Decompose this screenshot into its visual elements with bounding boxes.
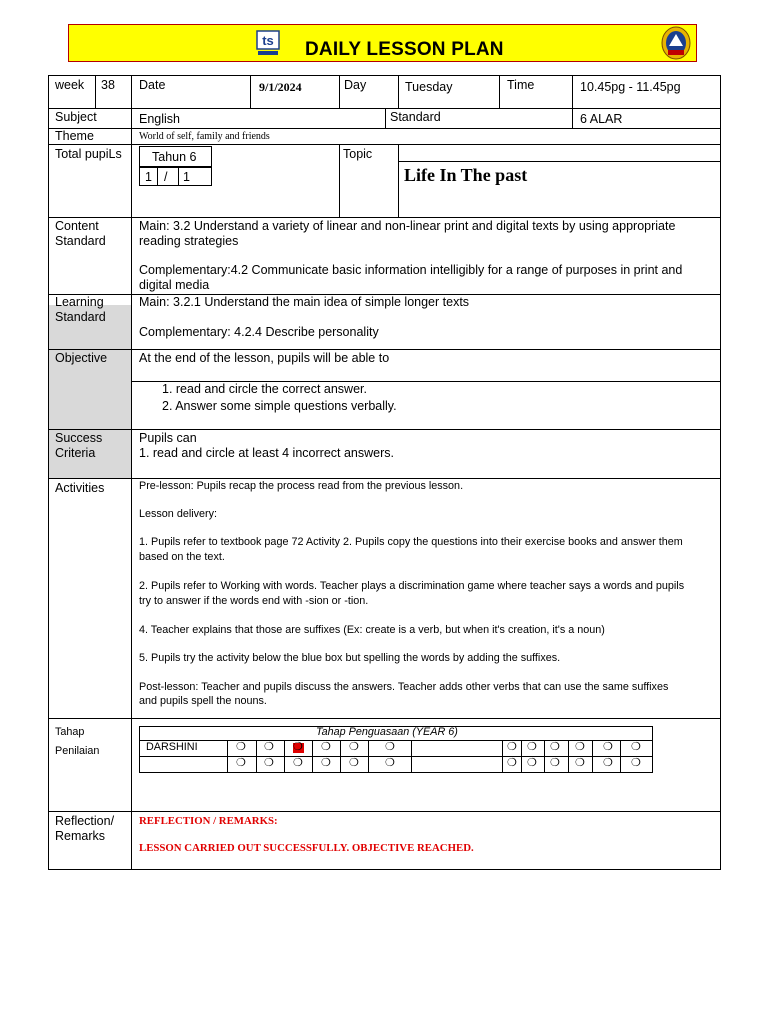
level-circle[interactable]: ❍ (575, 741, 585, 753)
activity-line: try to answer if the words end with -sion or -tion. (139, 595, 369, 607)
assessment-table-title: Tahap Penguasaan (YEAR 6) (316, 726, 458, 738)
level-circle[interactable]: ❍ (603, 757, 613, 769)
level-circle[interactable]: ❍ (507, 757, 517, 769)
level-circle[interactable]: ❍ (321, 741, 331, 753)
learning-comp: Complementary: 4.2.4 Describe personality (139, 325, 379, 339)
content-standard-label: Content (55, 219, 99, 233)
topic-label: Topic (343, 147, 373, 161)
count-slash: / (164, 170, 168, 184)
success-line-2: 1. read and circle at least 4 incorrect answers. (139, 446, 394, 460)
learning-standard-label-2: Standard (55, 310, 106, 324)
content-main-2: reading strategies (139, 234, 239, 248)
standard-value: 6 ALAR (580, 112, 623, 126)
subject-label: Subject (55, 110, 97, 124)
activity-line: 2. Pupils refer to Working with words. Teacher plays a discrimination game where teacher says a words and pupils (139, 580, 685, 592)
level-circle[interactable]: ❍ (507, 741, 517, 753)
objective-item-1: 1. read and circle the correct answer. (162, 382, 367, 396)
content-comp-1: Complementary:4.2 Communicate basic information intelligibly for a range of purposes in print and (139, 263, 683, 277)
week-value: 38 (101, 78, 115, 92)
theme-value: World of self, family and friends (139, 131, 270, 142)
svg-text:ts: ts (262, 33, 274, 48)
success-label: Success (55, 431, 103, 445)
objective-label: Objective (55, 351, 108, 365)
level-circle[interactable]: ❍ (527, 741, 537, 753)
objective-item-2: 2. Answer some simple questions verbally. (162, 399, 397, 413)
level-circle[interactable]: ❍ (385, 741, 395, 753)
level-circle[interactable]: ❍ (236, 741, 246, 753)
level-circle[interactable]: ❍ (349, 757, 359, 769)
time-label: Time (507, 78, 535, 92)
level-circle[interactable]: ❍ (631, 741, 641, 753)
date-value: 9/1/2024 (259, 80, 302, 94)
content-main-1: Main: 3.2 Understand a variety of linear and non-linear print and digital texts by using appropriate (139, 219, 676, 233)
level-circle[interactable]: ❍ (264, 741, 274, 753)
level-circle[interactable]: ❍ (321, 757, 331, 769)
reflection-label: Reflection/ (55, 814, 115, 828)
success-label-2: Criteria (55, 446, 96, 460)
activity-line: Pre-lesson: Pupils recap the process read from the previous lesson. (139, 480, 464, 492)
level-circle[interactable]: ❍ (264, 757, 274, 769)
activity-line: Lesson delivery: (139, 508, 218, 520)
theme-label: Theme (55, 129, 94, 143)
level-circle[interactable]: ❍ (527, 757, 537, 769)
learning-standard-label: Learning (55, 295, 104, 309)
content-comp-2: digital media (139, 278, 210, 292)
success-line-1: Pupils can (139, 431, 197, 445)
class-value: Tahun 6 (152, 150, 197, 164)
crest-logo-icon (660, 26, 692, 62)
date-label: Date (139, 78, 166, 92)
level-circle[interactable]: ❍ (293, 741, 303, 753)
level-circle[interactable]: ❍ (550, 757, 560, 769)
assessment-label-2: Penilaian (55, 745, 100, 757)
page-title: DAILY LESSON PLAN (305, 39, 504, 60)
subject-value: English (139, 112, 180, 126)
standard-label: Standard (390, 110, 441, 124)
assessment-label: Tahap (55, 726, 85, 738)
total-pupils-label: Total pupiLs (55, 147, 122, 161)
activity-line: 1. Pupils refer to textbook page 72 Activity 2. Pupils copy the questions into their exercise books and answer them (139, 536, 683, 548)
activity-line: based on the text. (139, 551, 225, 563)
count-a: 1 (145, 170, 152, 184)
activity-line: and pupils spell the nouns. (139, 695, 267, 707)
school-logo-icon (256, 30, 280, 56)
level-circle[interactable]: ❍ (550, 741, 560, 753)
day-label: Day (344, 78, 367, 92)
reflection-heading: REFLECTION / REMARKS: (139, 815, 278, 827)
activity-line: 5. Pupils try the activity below the blue box but spelling the words by adding the suffixes. (139, 652, 561, 664)
learning-main: Main: 3.2.1 Understand the main idea of simple longer texts (139, 295, 470, 309)
level-circle[interactable]: ❍ (293, 757, 303, 769)
reflection-text: LESSON CARRIED OUT SUCCESSFULLY. OBJECTIVE REACHED. (139, 842, 474, 854)
student-name: DARSHINI (146, 741, 198, 753)
reflection-label-2: Remarks (55, 829, 106, 843)
activities-label: Activities (55, 481, 105, 495)
objective-intro: At the end of the lesson, pupils will be able to (139, 351, 390, 365)
count-b: 1 (183, 170, 190, 184)
level-circle[interactable]: ❍ (575, 757, 585, 769)
day-value: Tuesday (405, 80, 453, 94)
level-circle[interactable]: ❍ (236, 757, 246, 769)
level-circle[interactable]: ❍ (631, 757, 641, 769)
topic-value: Life In The past (404, 165, 528, 185)
level-circle[interactable]: ❍ (385, 757, 395, 769)
time-value: 10.45pg - 11.45pg (580, 80, 681, 94)
activity-line: 4. Teacher explains that those are suffixes (Ex: create is a verb, but when it's creation, it's a noun) (139, 624, 605, 636)
level-circle[interactable]: ❍ (349, 741, 359, 753)
content-standard-label-2: Standard (55, 234, 106, 248)
level-circle[interactable]: ❍ (603, 741, 613, 753)
week-label: week (55, 78, 85, 92)
activity-line: Post-lesson: Teacher and pupils discuss the answers. Teacher adds other verbs that can use the same suffixes (139, 681, 669, 693)
